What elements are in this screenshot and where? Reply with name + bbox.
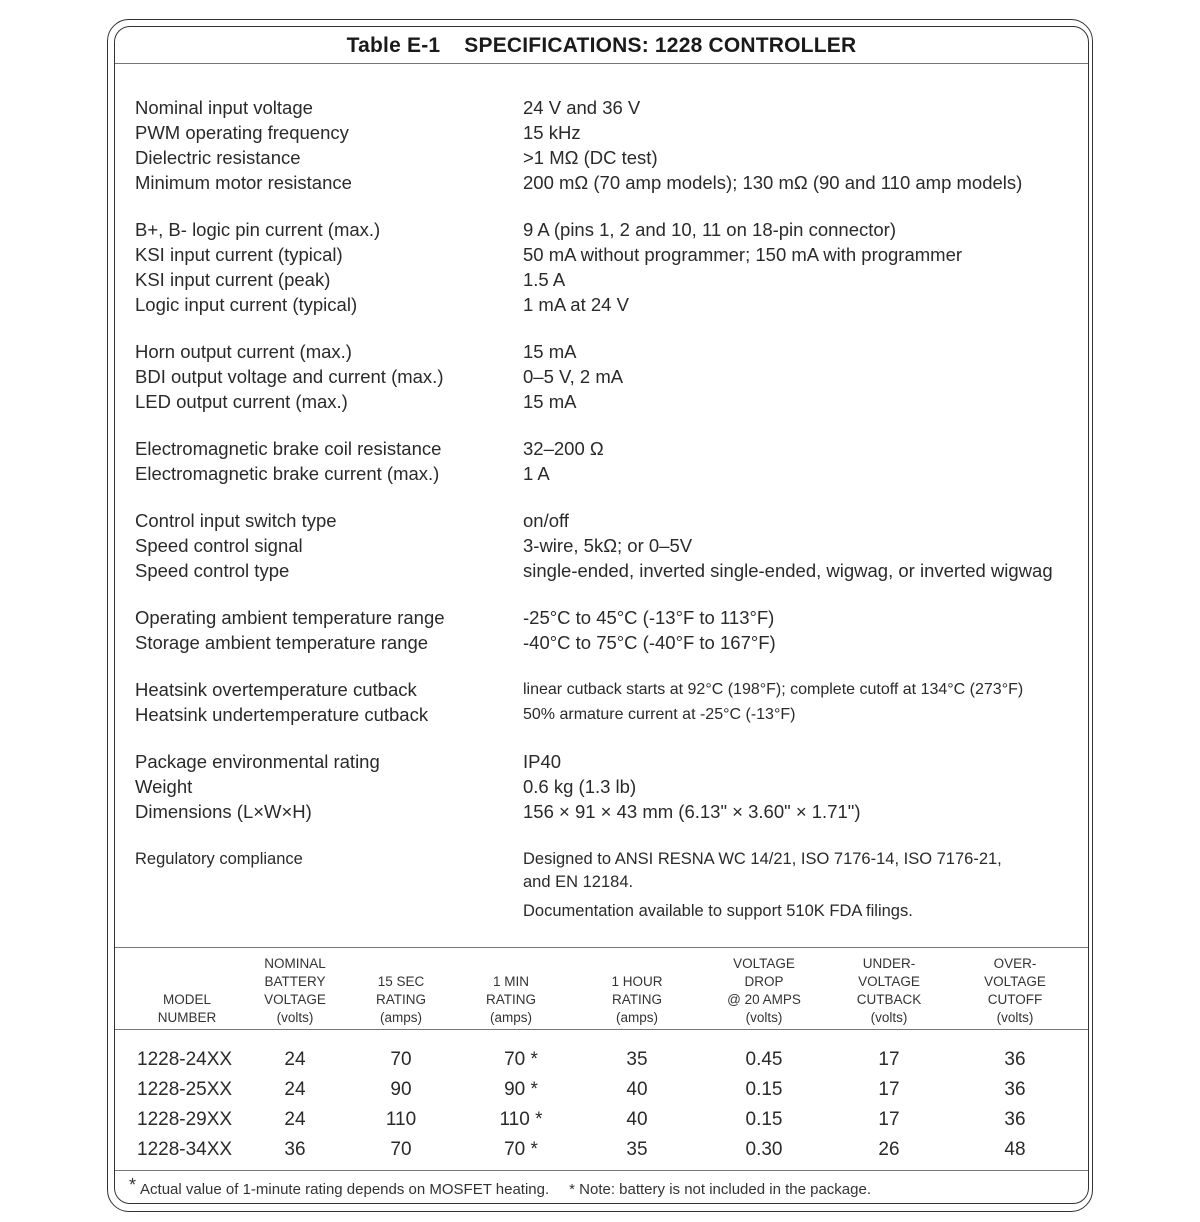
spec-value: 200 mΩ (70 amp models); 130 mΩ (90 and 110 amp models) [523, 172, 1023, 193]
cell-1min: 70 * [504, 1049, 538, 1070]
cell-undervoltage: 26 [878, 1139, 900, 1160]
cell-voltage: 36 [284, 1139, 306, 1160]
asterisk-marker: * [129, 1175, 137, 1195]
header-overvoltage-cutoff: OVER- VOLTAGE CUTOFF (volts) [984, 956, 1046, 1025]
table-number: Table E-1 [346, 34, 441, 57]
table-row [115, 1105, 1089, 1135]
spec-label: LED output current (max.) [135, 391, 348, 412]
spec-label: Minimum motor resistance [135, 172, 352, 193]
spec-label: Storage ambient temperature range [135, 632, 429, 653]
table-top-divider [115, 947, 1088, 948]
cell-1min: 90 * [504, 1079, 538, 1100]
cell-undervoltage: 17 [878, 1079, 900, 1100]
spec-label: Horn output current (max.) [135, 341, 352, 362]
cell-15sec: 90 [390, 1079, 412, 1100]
spec-label: Regulatory compliance [135, 850, 303, 868]
spec-label: Heatsink overtemperature cutback [135, 679, 417, 700]
spec-label: Weight [135, 776, 193, 797]
page-title [115, 27, 1088, 63]
spec-label: Control input switch type [135, 510, 337, 531]
cell-undervoltage: 17 [878, 1049, 900, 1070]
cell-1hour: 35 [626, 1139, 648, 1160]
table-row [115, 1075, 1089, 1105]
spec-value: -25°C to 45°C (-13°F to 113°F) [523, 607, 775, 628]
cell-1hour: 40 [626, 1079, 648, 1100]
cell-undervoltage: 17 [878, 1109, 900, 1130]
spec-label: Package environmental rating [135, 751, 380, 772]
spec-value: -40°C to 75°C (-40°F to 167°F) [523, 632, 776, 653]
spec-value: 50% armature current at -25°C (-13°F) [523, 706, 796, 723]
regulatory-line-1: Designed to ANSI RESNA WC 14/21, ISO 7176-14, ISO 7176-21, [523, 850, 1002, 868]
footnote-1: Actual value of 1-minute rating depends on MOSFET heating. [140, 1181, 550, 1198]
spec-value: 1 mA at 24 V [523, 294, 629, 315]
spec-value: linear cutback starts at 92°C (198°F); complete cutoff at 134°C (273°F) [523, 681, 1024, 698]
cell-overvoltage: 48 [1004, 1139, 1026, 1160]
spec-value: 1.5 A [523, 269, 566, 290]
cell-overvoltage: 36 [1004, 1109, 1026, 1130]
footnote-2: * Note: battery is not included in the package. [569, 1181, 871, 1198]
spec-label: Speed control type [135, 560, 290, 581]
spec-value: 3-wire, 5kΩ; or 0–5V [523, 535, 693, 556]
cell-overvoltage: 36 [1004, 1079, 1026, 1100]
spec-value: IP40 [523, 751, 562, 772]
spec-value: >1 MΩ (DC test) [523, 147, 658, 168]
spec-value: 0–5 V, 2 mA [523, 366, 624, 387]
cell-voltage-drop: 0.15 [745, 1109, 783, 1130]
cell-15sec: 110 [385, 1109, 417, 1130]
cell-15sec: 70 [390, 1049, 412, 1070]
spec-value: 15 mA [523, 341, 577, 362]
cell-1hour: 40 [626, 1109, 648, 1130]
cell-voltage-drop: 0.30 [745, 1139, 783, 1160]
spec-value: 50 mA without programmer; 150 mA with programmer [523, 244, 963, 265]
spec-label: Electromagnetic brake coil resistance [135, 438, 442, 459]
spec-value: 1 A [523, 463, 550, 484]
header-nominal-battery-voltage: NOMINAL BATTERY VOLTAGE (volts) [264, 956, 326, 1025]
header-model-number: MODEL NUMBER [157, 992, 217, 1025]
spec-label: Electromagnetic brake current (max.) [135, 463, 440, 484]
table-row [115, 1045, 1089, 1075]
cell-voltage-drop: 0.45 [745, 1049, 783, 1070]
spec-value: 32–200 Ω [523, 438, 604, 459]
cell-voltage-drop: 0.15 [745, 1079, 783, 1100]
regulatory-line-2: and EN 12184. [523, 873, 634, 891]
cell-model: 1228-24XX [137, 1049, 233, 1070]
cell-model: 1228-25XX [137, 1079, 233, 1100]
table-heading: SPECIFICATIONS: 1228 CONTROLLER [464, 34, 857, 57]
cell-1hour: 35 [626, 1049, 648, 1070]
spec-value: single-ended, inverted single-ended, wigwag, or inverted wigwag [523, 560, 1053, 581]
spec-value: 15 kHz [523, 122, 581, 143]
spec-label: KSI input current (peak) [135, 269, 331, 290]
footnotes [129, 1173, 871, 1202]
spec-value: on/off [523, 510, 569, 531]
spec-value: 24 V and 36 V [523, 97, 641, 118]
table-header-divider [115, 1029, 1088, 1030]
footnote-divider [115, 1170, 1088, 1171]
header-undervoltage-cutback: UNDER- VOLTAGE CUTBACK (volts) [856, 956, 922, 1025]
spec-label: Nominal input voltage [135, 97, 313, 118]
spec-value: 0.6 kg (1.3 lb) [523, 776, 637, 797]
spec-label: KSI input current (typical) [135, 244, 343, 265]
spec-value: 9 A (pins 1, 2 and 10, 11 on 18-pin connector) [523, 219, 896, 240]
spec-value: 15 mA [523, 391, 577, 412]
cell-overvoltage: 36 [1004, 1049, 1026, 1070]
spec-label: Speed control signal [135, 535, 303, 556]
spec-label: BDI output voltage and current (max.) [135, 366, 444, 387]
cell-model: 1228-29XX [137, 1109, 233, 1130]
model-table-body [115, 1045, 1089, 1165]
model-table-header [115, 953, 1089, 1027]
cell-voltage: 24 [284, 1049, 306, 1070]
spec-label: Heatsink undertemperature cutback [135, 704, 429, 725]
cell-1min: 70 * [504, 1139, 538, 1160]
spec-label: Dielectric resistance [135, 147, 301, 168]
header-15-sec-rating: 15 SEC RATING (amps) [376, 974, 426, 1025]
regulatory-line-3: Documentation available to support 510K FDA filings. [523, 902, 913, 920]
header-voltage-drop: VOLTAGE DROP @ 20 AMPS (volts) [727, 956, 801, 1025]
spec-label: Operating ambient temperature range [135, 607, 445, 628]
cell-voltage: 24 [284, 1079, 306, 1100]
spec-value: 156 × 91 × 43 mm (6.13" × 3.60" × 1.71") [523, 801, 861, 822]
spec-label: Logic input current (typical) [135, 294, 358, 315]
cell-15sec: 70 [390, 1139, 412, 1160]
spec-label: B+, B- logic pin current (max.) [135, 219, 381, 240]
cell-model: 1228-34XX [137, 1139, 233, 1160]
cell-1min: 110 * [499, 1109, 543, 1130]
header-1-hour-rating: 1 HOUR RATING (amps) [611, 974, 663, 1025]
header-1-min-rating: 1 MIN RATING (amps) [486, 974, 536, 1025]
spec-table-frame [114, 26, 1089, 1204]
cell-voltage: 24 [284, 1109, 306, 1130]
title-divider [115, 63, 1088, 64]
spec-label: PWM operating frequency [135, 122, 349, 143]
table-row [115, 1135, 1089, 1165]
spec-label: Dimensions (L×W×H) [135, 801, 312, 822]
